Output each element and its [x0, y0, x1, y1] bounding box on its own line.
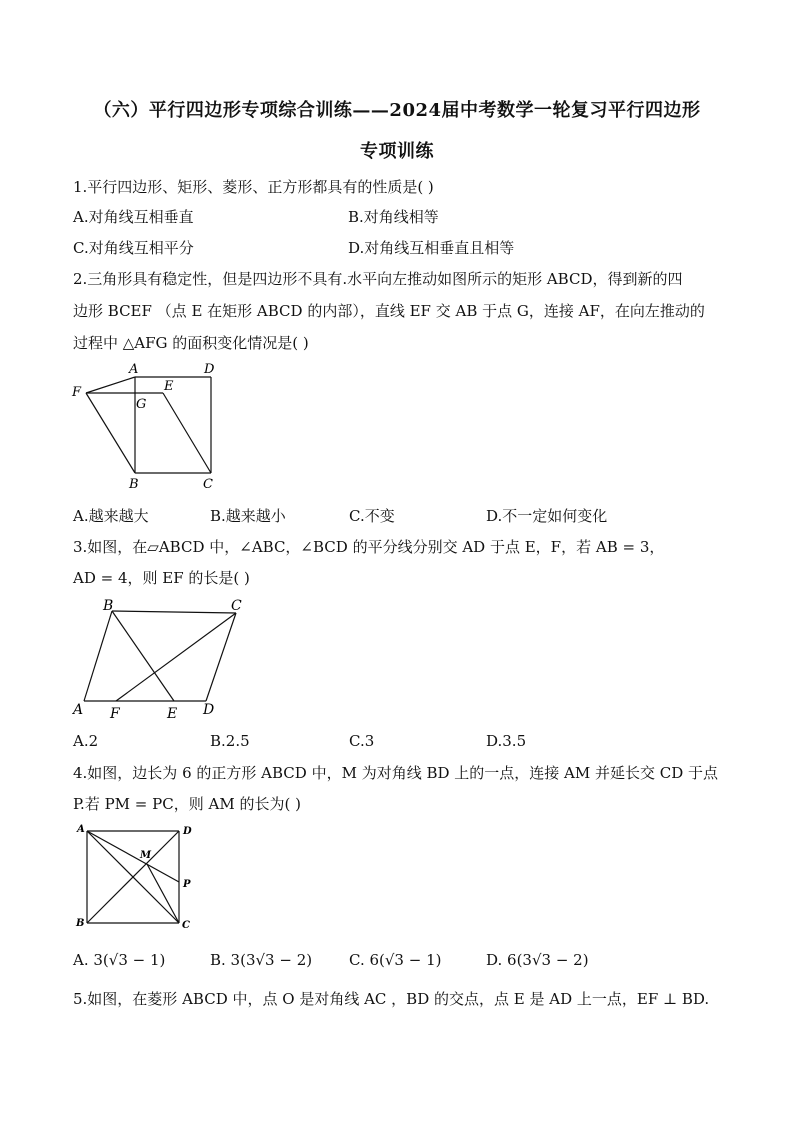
q2-label-c: C — [203, 477, 213, 492]
q3-label-e: E — [167, 706, 178, 722]
q2-stem-line-3: 过程中 △AFG 的面积变化情况是( ) — [73, 334, 309, 352]
q3-label-b: B — [103, 598, 114, 614]
q2-label-b: B — [129, 477, 139, 492]
q4-option-d: D. 6(3√3 − 2) — [486, 951, 589, 969]
q4-label-c: C — [182, 920, 190, 931]
q2-stem-line-2: 边形 BCEF （点 E 在矩形 ABCD 的内部），直线 EF 交 AB 于点 G，连接 AF，在向左推动的 — [73, 302, 705, 320]
q4-option-a: A. 3(√3 − 1) — [73, 951, 166, 969]
q4-label-p: P — [183, 879, 191, 890]
q3-label-f: F — [110, 706, 120, 722]
document-title-line-2: 专项训练 — [360, 141, 434, 162]
q2-label-g: G — [136, 397, 147, 412]
q4-figure — [70, 820, 200, 940]
q3-stem-line-2: AD = 4，则 EF 的长是( ) — [73, 569, 250, 587]
q2-option-d: D.不一定如何变化 — [486, 507, 608, 525]
q4-label-b: B — [76, 918, 85, 929]
q2-label-f: F — [72, 385, 82, 400]
q2-option-a: A.越来越大 — [73, 507, 149, 525]
q1-option-b: B.对角线相等 — [348, 208, 439, 226]
q2-option-c: C.不变 — [349, 507, 395, 525]
q3-label-a: A — [73, 702, 84, 718]
q5-stem-line-1: 5.如图，在菱形 ABCD 中，点 O 是对角线 AC ，BD 的交点，点 E 是 AD 上一点，EF ⊥ BD. — [73, 990, 710, 1008]
q4-label-a: A — [77, 824, 85, 835]
q3-stem-line-1: 3.如图，在▱ABCD 中，∠ABC，∠BCD 的平分线分别交 AD 于点 E，F，若 AB = 3， — [73, 538, 665, 556]
q4-stem-line-2: P.若 PM = PC，则 AM 的长为( ) — [73, 795, 301, 813]
q3-option-c: C.3 — [349, 732, 375, 750]
q2-option-b: B.越来越小 — [210, 507, 286, 525]
q2-label-d: D — [204, 362, 215, 377]
q3-option-a: A.2 — [73, 732, 99, 750]
q2-label-a: A — [129, 362, 139, 377]
q4-stem-line-1: 4.如图，边长为 6 的正方形 ABCD 中，M 为对角线 BD 上的一点，连接 AM 并延长交 CD 于点 — [73, 764, 719, 782]
q4-label-d: D — [183, 826, 192, 837]
q4-label-m: M — [140, 850, 152, 861]
q2-stem-line-1: 2.三角形具有稳定性，但是四边形不具有.水平向左推动如图所示的矩形 ABCD，得到新的四 — [73, 270, 683, 288]
q1-option-a: A.对角线互相垂直 — [73, 208, 194, 226]
q4-option-c: C. 6(√3 − 1) — [349, 951, 442, 969]
q3-label-c: C — [231, 598, 242, 614]
q3-option-b: B.2.5 — [210, 732, 250, 750]
q1-option-c: C.对角线互相平分 — [73, 239, 194, 257]
q3-option-d: D.3.5 — [486, 732, 527, 750]
q3-figure — [68, 596, 258, 726]
q3-label-d: D — [203, 702, 215, 718]
q4-option-b: B. 3(3√3 − 2) — [210, 951, 313, 969]
q2-figure — [68, 358, 228, 494]
q2-label-e: E — [164, 379, 174, 394]
q1-stem: 1.平行四边形、矩形、菱形、正方形都具有的性质是( ) — [73, 178, 434, 196]
document-title-line-1: （六）平行四边形专项综合训练——2024届中考数学一轮复习平行四边形 — [93, 100, 701, 121]
q1-option-d: D.对角线互相垂直且相等 — [348, 239, 515, 257]
